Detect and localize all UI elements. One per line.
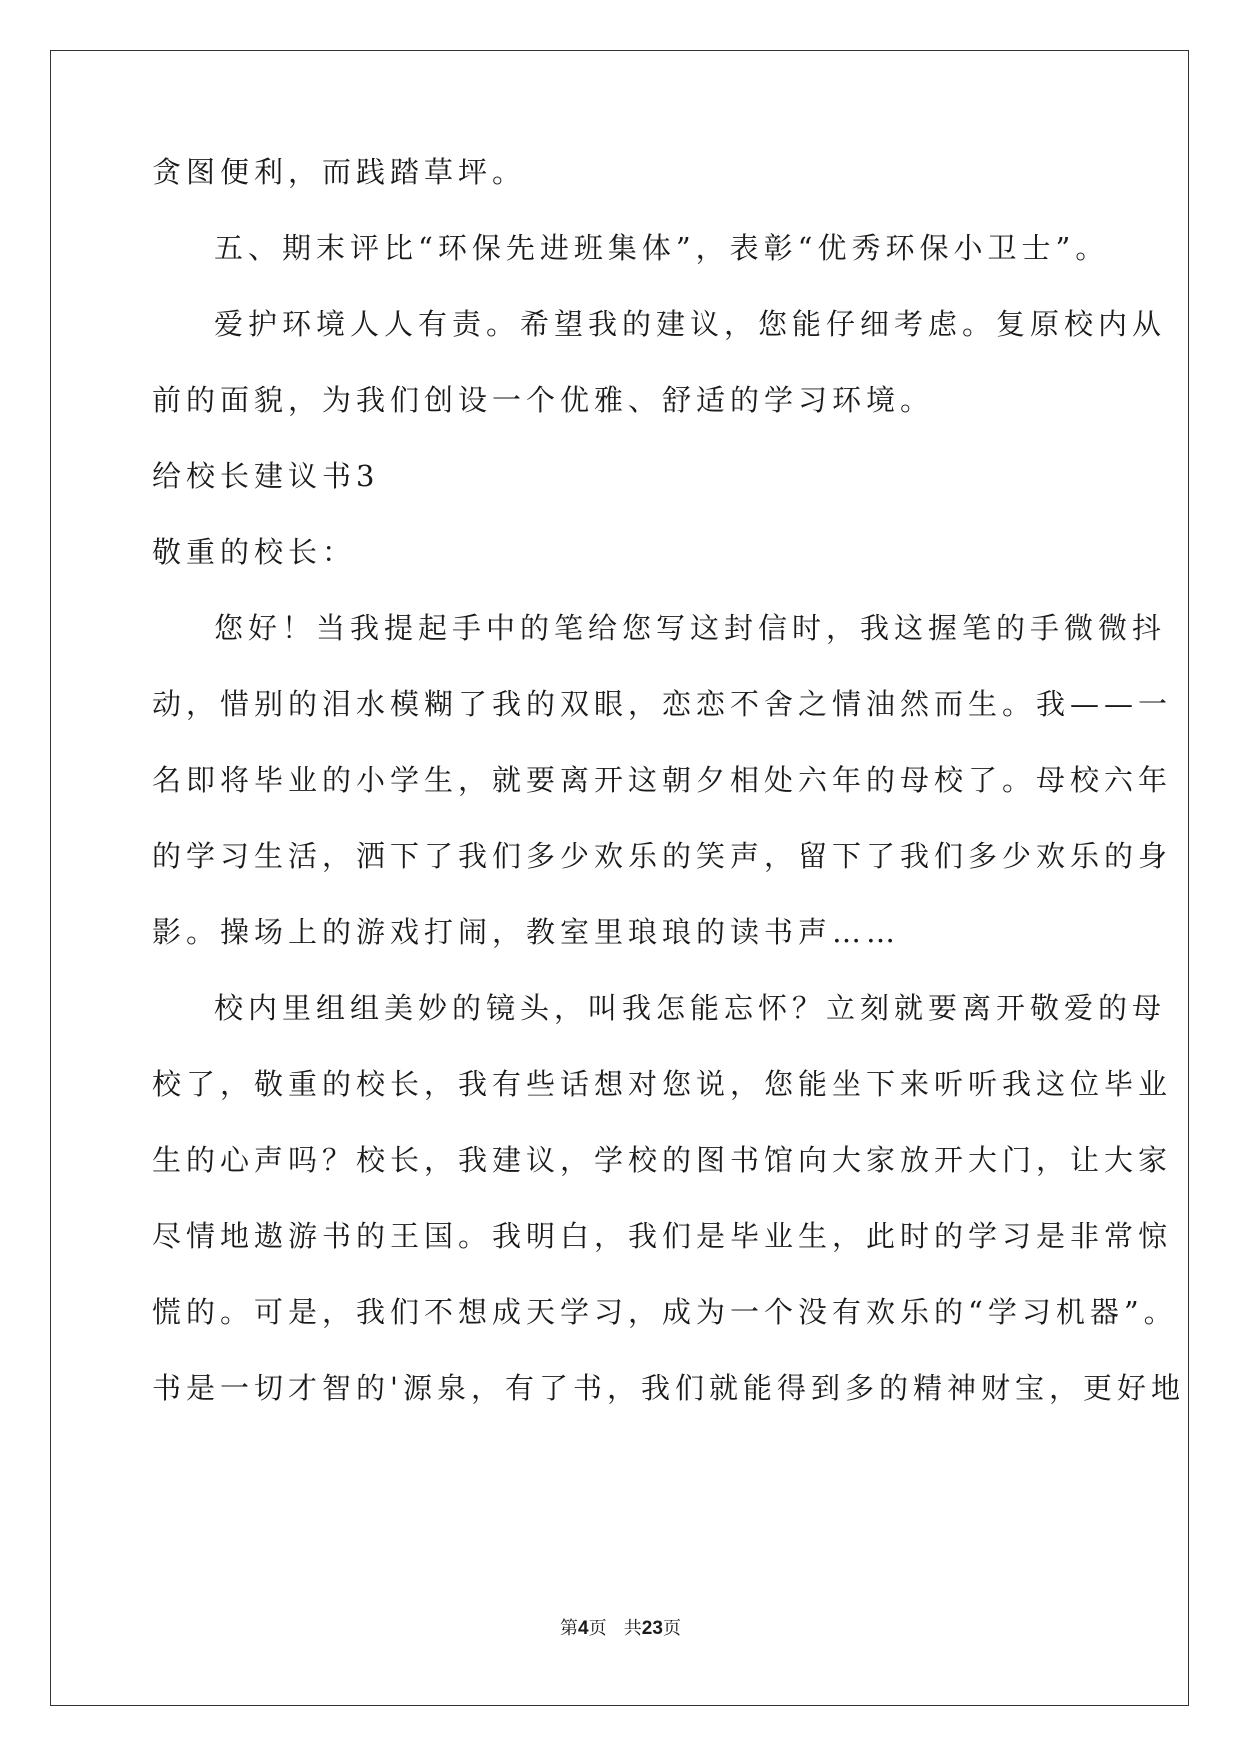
total-prefix: 共 <box>623 1618 642 1639</box>
page-footer <box>0 1614 1241 1640</box>
paragraph-line: 影。操场上的游戏打闹，教室里琅琅的读书声…… <box>152 915 901 949</box>
paragraph-line: 动，惜别的泪水模糊了我的双眼，恋恋不舍之情油然而生。我——一 <box>152 687 1173 721</box>
page-prefix: 第 <box>560 1618 579 1639</box>
paragraph-line: 的学习生活，洒下了我们多少欢乐的笑声，留下了我们多少欢乐的身 <box>152 839 1173 873</box>
paragraph-line: 爱护环境人人有责。希望我的建议，您能仔细考虑。复原校内从 <box>214 307 1167 341</box>
paragraph-line: 书是一切才智的'源泉，有了书，我们就能得到多的精神财宝，更好地 <box>152 1371 1185 1405</box>
salutation: 敬重的校长： <box>152 535 357 569</box>
page-border <box>50 50 1189 1706</box>
paragraph-line: 生的心声吗？校长，我建议，学校的图书馆向大家放开大门，让大家 <box>152 1143 1173 1177</box>
paragraph-line: 校内里组组美妙的镜头，叫我怎能忘怀？立刻就要离开敬爱的母 <box>214 991 1167 1025</box>
total-pages: 23 <box>641 1618 663 1639</box>
paragraph-line: 贪图便利，而践踏草坪。 <box>152 155 527 189</box>
paragraph-line: 尽情地遨游书的王国。我明白，我们是毕业生，此时的学习是非常惊 <box>152 1219 1173 1253</box>
paragraph-line: 名即将毕业的小学生，就要离开这朝夕相处六年的母校了。母校六年 <box>152 763 1173 797</box>
total-suffix: 页 <box>662 1618 681 1639</box>
paragraph-line: 五、期末评比“环保先进班集体”，表彰“优秀环保小卫士”。 <box>214 231 1110 265</box>
page-number: 4 <box>578 1618 589 1639</box>
paragraph-line: 您好！当我提起手中的笔给您写这封信时，我这握笔的手微微抖 <box>214 611 1167 645</box>
paragraph-line: 前的面貌，为我们创设一个优雅、舒适的学习环境。 <box>152 383 935 417</box>
section-heading: 给校长建议书3 <box>152 459 380 493</box>
paragraph-line: 慌的。可是，我们不想成天学习，成为一个没有欢乐的“学习机器”。 <box>152 1295 1178 1329</box>
page-suffix: 页 <box>588 1618 607 1639</box>
paragraph-line: 校了，敬重的校长，我有些话想对您说，您能坐下来听听我这位毕业 <box>152 1067 1173 1101</box>
